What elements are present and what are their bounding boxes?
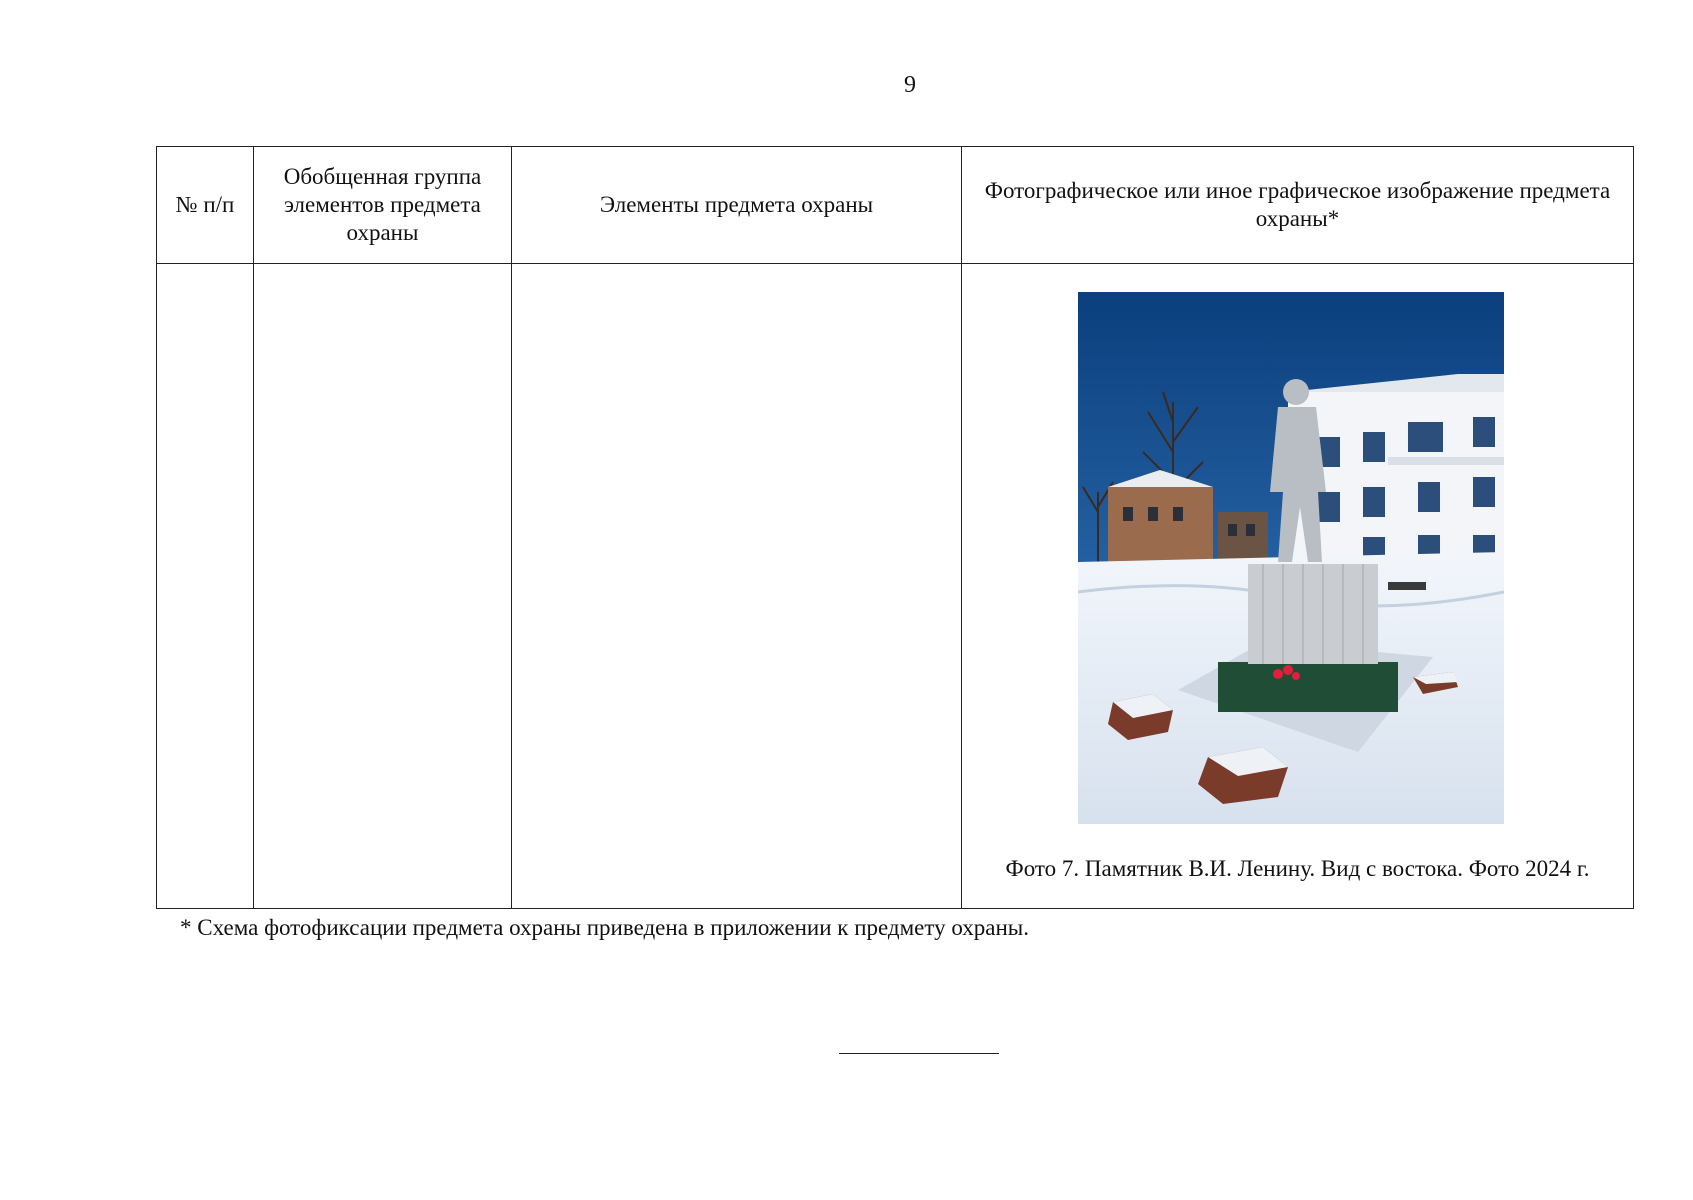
cell-elements — [512, 264, 962, 909]
footnote: * Схема фотофиксации предмета охраны приведена в приложении к предмету охраны. — [180, 915, 1030, 940]
header-group: Обобщенная группа элементов предмета охраны — [254, 147, 512, 264]
separator-line — [839, 1053, 999, 1054]
cell-number — [157, 264, 254, 909]
monument-photo — [1078, 292, 1504, 824]
header-number: № п/п — [157, 147, 254, 264]
header-elements: Элементы предмета охраны — [512, 147, 962, 264]
page-number: 9 — [904, 72, 916, 98]
cell-photo — [962, 264, 1634, 909]
cell-group — [254, 264, 512, 909]
protection-table — [156, 146, 1634, 909]
monument-photo-image — [1078, 292, 1504, 824]
photo-caption: Фото 7. Памятник В.И. Ленину. Вид с востока. Фото 2024 г. — [1005, 856, 1590, 881]
table-header-row — [157, 147, 1634, 264]
header-image: Фотографическое или иное графическое изображение предмета охраны* — [962, 147, 1634, 264]
table-row — [157, 264, 1634, 909]
